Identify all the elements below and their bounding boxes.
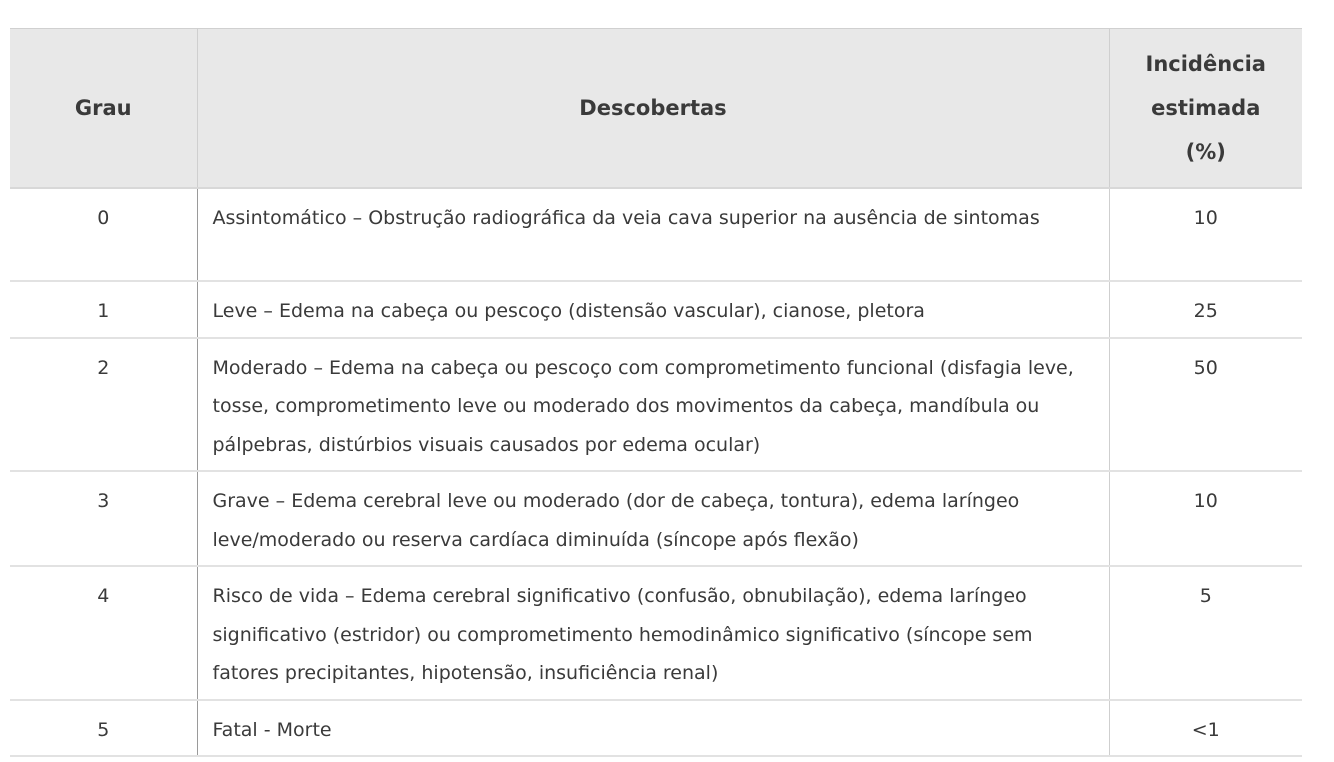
cell-grade: 1 [10,281,197,338]
table-body [10,188,1302,756]
header-incidence [1109,29,1302,189]
table-row [10,338,1302,472]
header-findings: Descobertas [197,29,1109,189]
cell-grade: 3 [10,471,197,566]
table-header [10,29,1302,189]
table-row [10,700,1302,757]
cell-incidence: 5 [1109,566,1302,700]
grading-table-container [10,28,1302,757]
cell-findings: Grave – Edema cerebral leve ou moderado (dor de cabeça, tontura), edema laríngeo leve/moderado ou reserva cardíaca diminuída (síncope após flexão) [197,471,1109,566]
cell-findings: Risco de vida – Edema cerebral significativo (confusão, obnubilação), edema laríngeo significativo (estridor) ou comprometimento hemodinâmico significativo (síncope sem fatores precipitantes, hipotensão, insuficiência renal) [197,566,1109,700]
header-grade: Grau [10,29,197,189]
cell-findings: Leve – Edema na cabeça ou pescoço (distensão vascular), cianose, pletora [197,281,1109,338]
cell-grade: 2 [10,338,197,472]
cell-incidence: <1 [1109,700,1302,757]
cell-grade: 4 [10,566,197,700]
cell-incidence: 50 [1109,338,1302,472]
cell-grade: 0 [10,188,197,281]
cell-incidence: 10 [1109,188,1302,281]
table-row [10,281,1302,338]
cell-findings: Fatal - Morte [197,700,1109,757]
header-incidence-line1: Incidência [1145,52,1266,76]
grading-table [10,28,1302,757]
cell-findings: Moderado – Edema na cabeça ou pescoço com comprometimento funcional (disfagia leve, tosse, comprometimento leve ou moderado dos movimentos da cabeça, mandíbula ou pálpebras, distúrbios visuais causados por edema ocular) [197,338,1109,472]
table-row [10,471,1302,566]
header-row [10,29,1302,189]
table-row [10,188,1302,281]
table-row [10,566,1302,700]
cell-incidence: 10 [1109,471,1302,566]
header-incidence-line3: (%) [1185,140,1226,164]
cell-findings: Assintomático – Obstrução radiográfica da veia cava superior na ausência de sintomas [197,188,1109,281]
header-incidence-line2: estimada [1151,96,1261,120]
cell-incidence: 25 [1109,281,1302,338]
cell-grade: 5 [10,700,197,757]
